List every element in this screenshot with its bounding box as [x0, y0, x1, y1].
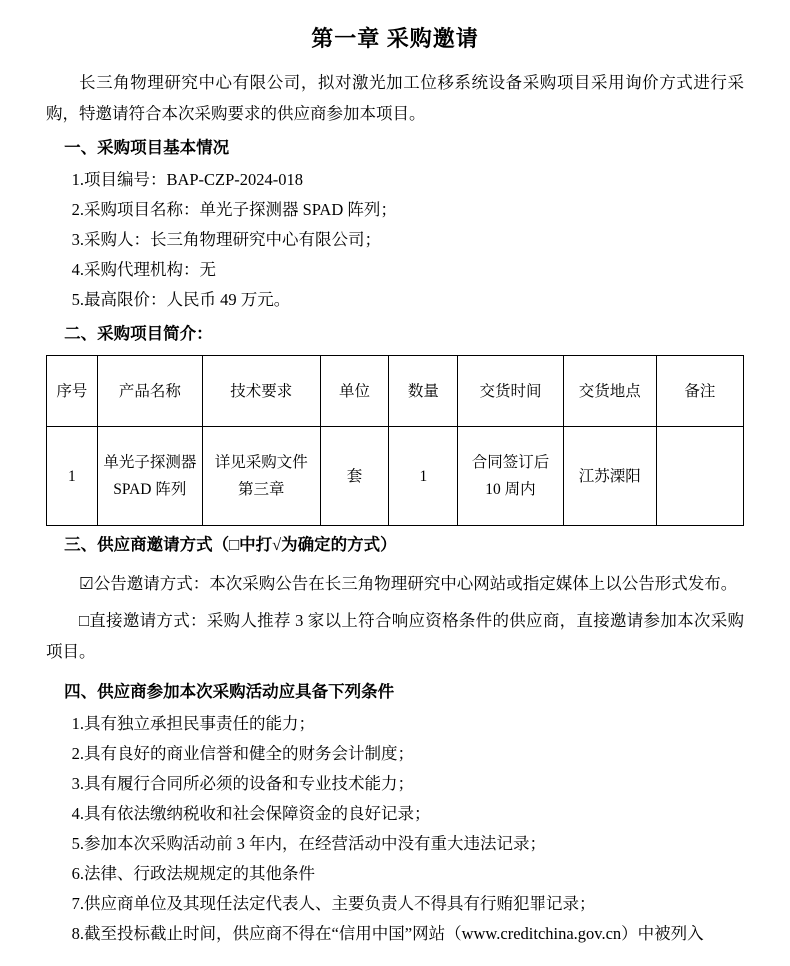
- list-item: 2.采购项目名称：单光子探测器 SPAD 阵列；: [71, 200, 397, 219]
- table-cell-note: [656, 427, 743, 526]
- section-heading-basic-info: 一、采购项目基本情况: [64, 138, 230, 157]
- section-heading-qualifications: 四、供应商参加本次采购活动应具备下列条件: [64, 682, 395, 701]
- page-title: 第一章 采购邀请: [311, 26, 479, 51]
- table-header-cell: 产品名称: [97, 356, 202, 427]
- table-cell-qty: 1: [389, 427, 458, 526]
- list-item: 8.截至投标截止时间，供应商不得在“信用中国”网站（www.creditchina.gov.cn）中被列入: [71, 924, 704, 943]
- intro-paragraph: 长三角物理研究中心有限公司，拟对激光加工位移系统设备采购项目采用询价方式进行采购，特邀请符合本次采购要求的供应商参加本项目。: [46, 73, 744, 123]
- list-item: 7.供应商单位及其现任法定代表人、主要负责人不得具有行贿犯罪记录；: [71, 894, 596, 913]
- table-header-row: [47, 356, 744, 427]
- list-item: 4.具有依法缴纳税收和社会保障资金的良好记录；: [71, 804, 431, 823]
- table-cell-name: 单光子探测器 SPAD 阵列: [97, 427, 202, 526]
- table-cell-delivery-place: 江苏溧阳: [563, 427, 656, 526]
- list-item: 1.具有独立承担民事责任的能力；: [71, 714, 315, 733]
- section-heading-project-brief: 二、采购项目简介：: [64, 324, 213, 343]
- table-row: [47, 427, 744, 526]
- invite-option-announcement: ☑公告邀请方式：本次采购公告在长三角物理研究中心网站或指定媒体上以公告形式发布。: [79, 574, 738, 593]
- section-heading-invite-method: 三、供应商邀请方式（□中打√为确定的方式）: [64, 535, 397, 554]
- table-header-cell: 备注: [656, 356, 743, 427]
- procurement-table: [46, 355, 744, 526]
- list-item: 2.具有良好的商业信誉和健全的财务会计制度；: [71, 744, 414, 763]
- table-header-cell: 序号: [47, 356, 98, 427]
- table-header-cell: 交货地点: [563, 356, 656, 427]
- list-item: 5.参加本次采购活动前 3 年内，在经营活动中没有重大违法记录；: [71, 834, 546, 853]
- table-cell-seq: 1: [47, 427, 98, 526]
- table-cell-unit: 套: [320, 427, 389, 526]
- invite-option-direct: □直接邀请方式：采购人推荐 3 家以上符合响应资格条件的供应商，直接邀请参加本次采购项目。: [46, 611, 744, 661]
- list-item: 3.具有履行合同所必须的设备和专业技术能力；: [71, 774, 414, 793]
- list-item: 3.采购人：长三角物理研究中心有限公司；: [71, 230, 381, 249]
- table-cell-spec: 详见采购文件第三章: [203, 427, 320, 526]
- list-item: 6.法律、行政法规规定的其他条件: [71, 864, 315, 883]
- table-header-cell: 数量: [389, 356, 458, 427]
- table-header-cell: 交货时间: [458, 356, 563, 427]
- table-header-cell: 技术要求: [203, 356, 320, 427]
- table-cell-delivery-time: 合同签订后 10 周内: [458, 427, 563, 526]
- list-item: 5.最高限价：人民币 49 万元。: [71, 290, 291, 309]
- table-header-cell: 单位: [320, 356, 389, 427]
- list-item: 4.采购代理机构：无: [71, 260, 216, 279]
- list-item: 1.项目编号：BAP-CZP-2024-018: [71, 170, 304, 189]
